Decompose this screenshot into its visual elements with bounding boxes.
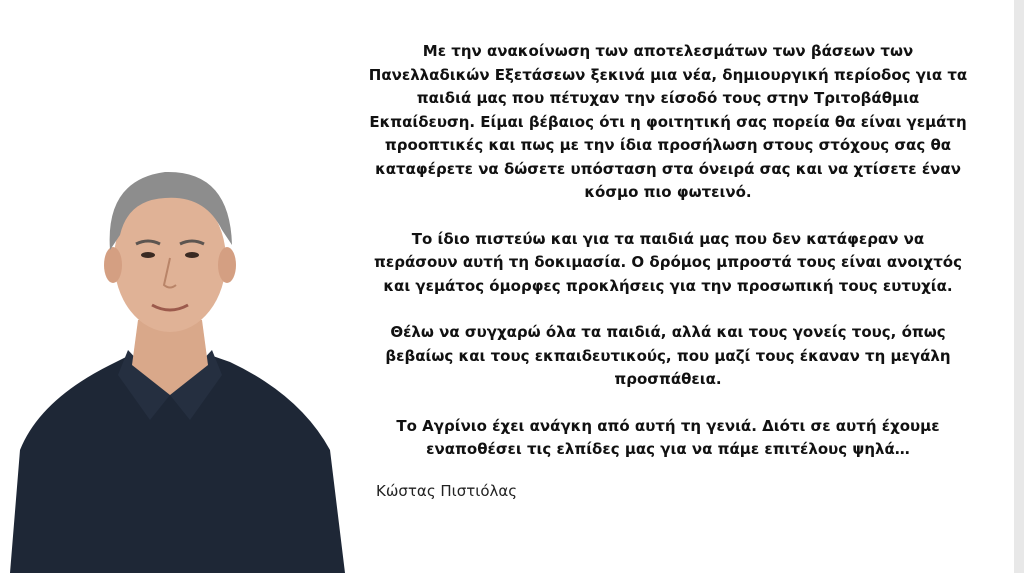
message-text <box>368 40 968 485</box>
message-paragraph: Το ίδιο πιστεύω και για τα παιδιά μας που δεν κατάφεραν να περάσουν αυτή τη δοκιμασία. Ο δρόμος μπροστά τους είναι ανοιχτός και γεμάτος όμορφες προκλήσεις για την προσωπική τους ευτυχία. <box>374 229 962 295</box>
signature: Κώστας Πιστιόλας <box>376 482 518 500</box>
message-paragraph: Με την ανακοίνωση των αποτελεσμάτων των βάσεων των Πανελλαδικών Εξετάσεων ξεκινά μια νέα, δημιουργική περίοδος για τα παιδιά μας που πέτυχαν την είσοδό τους στην Τριτοβάθμια Εκπαίδευση. Είμαι βέβαιος ότι η φοιτητική σας πορεία θα είναι γεμάτη προοπτικές και πως με την ίδια προσήλωση στους στόχους σας θα καταφέρετε να δώσετε υπόσταση στα όνειρά σας και να χτίσετε έναν κόσμο πιο φωτεινό. <box>368 42 968 201</box>
message-paragraph: Το Αγρίνιο έχει ανάγκη από αυτή τη γενιά. Διότι σε αυτή έχουμε εναποθέσει τις ελπίδες μας για να πάμε επιτέλους ψηλά… <box>396 416 940 458</box>
message-paragraph: Θέλω να συγχαρώ όλα τα παιδιά, αλλά και τους γονείς τους, όπως βεβαίως και τους εκπαιδευτικούς, που μαζί τους έκαναν τη μεγάλη προσπάθεια. <box>385 323 951 388</box>
right-eye <box>185 252 199 258</box>
portrait-photo <box>0 150 360 573</box>
left-eye <box>141 252 155 258</box>
right-ear <box>218 247 236 283</box>
left-ear <box>104 247 122 283</box>
right-edge-strip <box>1014 0 1024 573</box>
